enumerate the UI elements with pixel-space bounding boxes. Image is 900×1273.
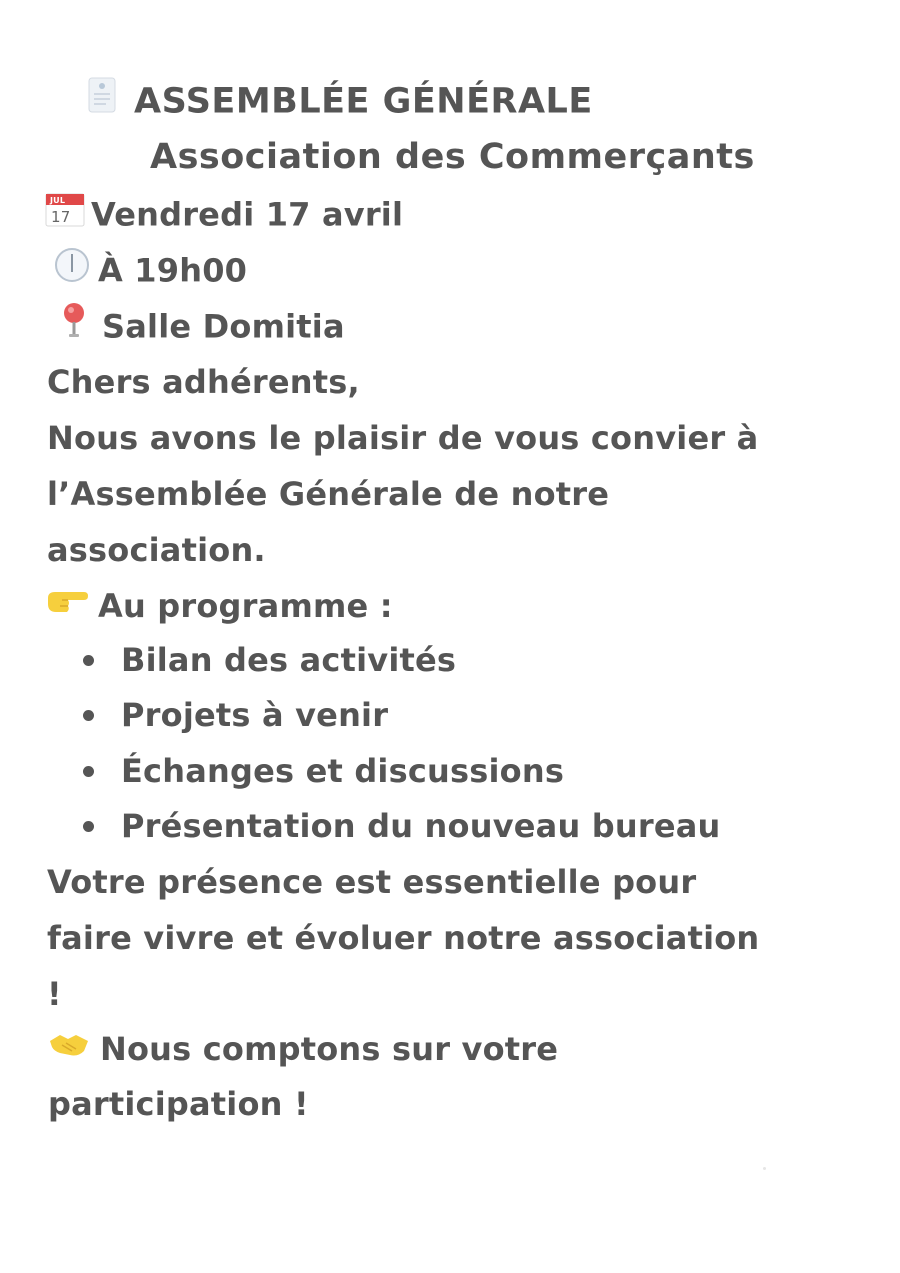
final-line: participation !	[48, 1085, 309, 1123]
event-time-line	[54, 250, 247, 295]
program-list-item	[83, 806, 721, 846]
program-heading: Au programme :	[98, 587, 393, 625]
program-item-label: Bilan des activités	[121, 641, 457, 679]
event-time: À 19h00	[98, 251, 248, 290]
calendar-icon	[45, 191, 85, 236]
bullet-icon	[83, 710, 94, 721]
bullet-icon	[83, 766, 94, 777]
program-item-label: Échanges et discussions	[121, 752, 565, 790]
handshake-icon	[48, 1028, 90, 1068]
event-location-line	[60, 305, 345, 352]
final-line-text: Nous comptons sur votre	[100, 1030, 559, 1068]
round-pushpin-icon	[60, 302, 88, 349]
clock-icon	[54, 247, 90, 292]
page-subtitle: Association des Commerçants	[150, 137, 755, 177]
greeting: Chers adhérents,	[47, 363, 360, 401]
intro-line: association.	[47, 531, 266, 569]
calendar-month: JUL	[50, 196, 66, 205]
page-title-line	[86, 80, 593, 125]
closing-line: !	[47, 975, 62, 1013]
program-item-label: Projets à venir	[121, 696, 389, 734]
event-location: Salle Domitia	[102, 307, 345, 346]
calendar-day: 17	[51, 208, 71, 226]
closing-line: Votre présence est essentielle pour	[47, 863, 697, 901]
intro-line: l’Assemblée Générale de notre	[47, 475, 610, 513]
program-list-item	[83, 751, 564, 791]
program-heading-line	[46, 586, 393, 628]
program-list-item	[83, 640, 456, 680]
closing-line: faire vivre et évoluer notre association	[47, 919, 760, 957]
program-list-item	[83, 695, 388, 735]
program-item-label: Présentation du nouveau bureau	[121, 807, 721, 845]
bullet-icon	[83, 821, 94, 832]
event-date: Vendredi 17 avril	[91, 195, 404, 234]
scan-speck	[763, 1167, 766, 1170]
event-date-line	[45, 194, 403, 239]
memo-icon	[86, 77, 118, 122]
bullet-icon	[83, 655, 94, 666]
pointing-right-icon	[46, 585, 88, 625]
intro-line: Nous avons le plaisir de vous convier à	[47, 419, 759, 457]
final-line	[48, 1029, 558, 1071]
page-title: ASSEMBLÉE GÉNÉRALE	[134, 81, 593, 122]
